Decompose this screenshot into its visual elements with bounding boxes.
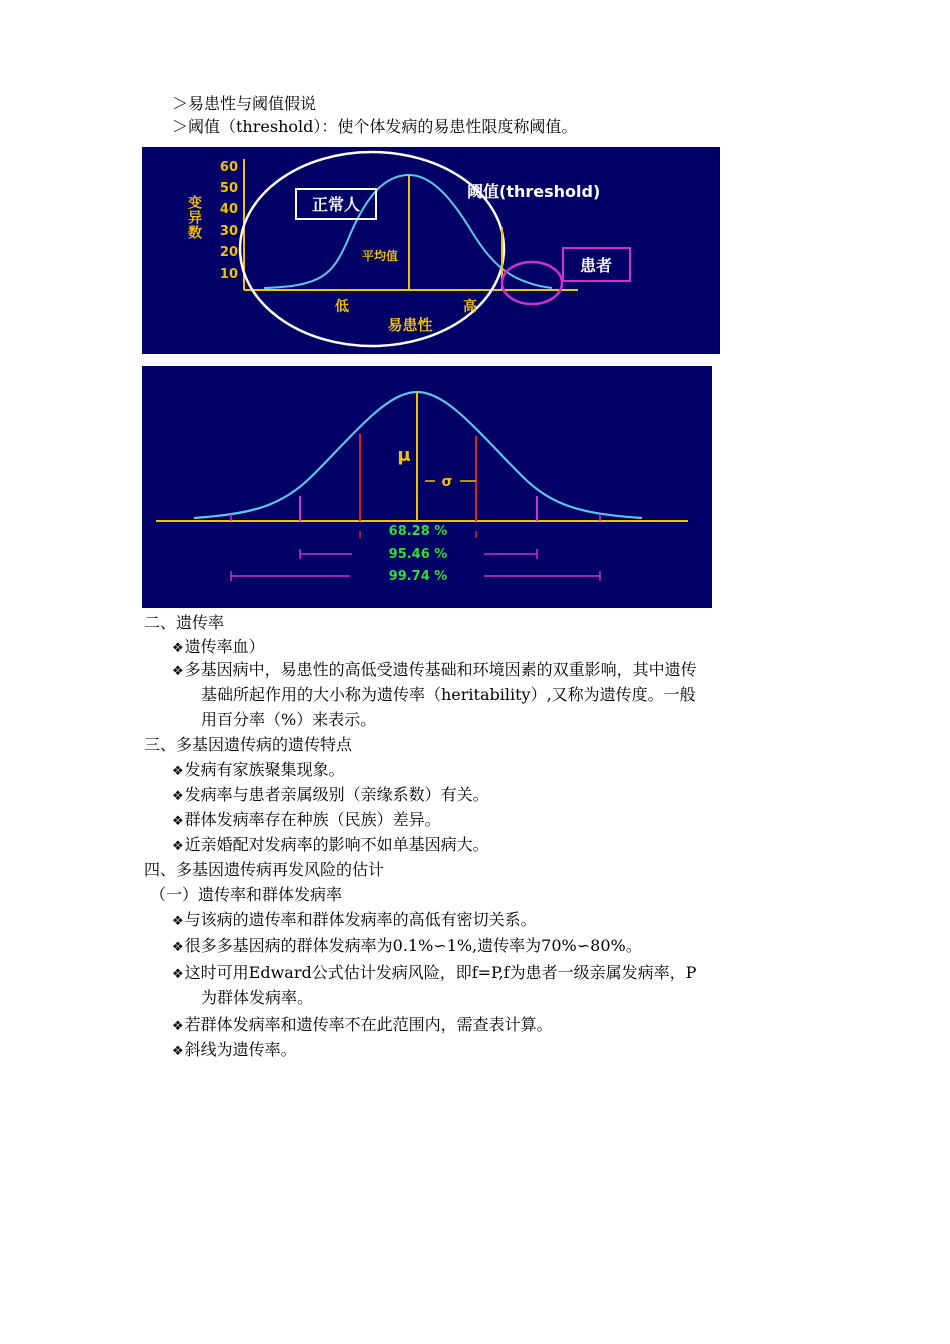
list-item: ❖若群体发病率和遗传率不在此范围内，需查表计算。 xyxy=(172,1015,553,1034)
bullet-icon: ❖ xyxy=(172,940,184,955)
section2-heading: 二、遗传率 xyxy=(144,613,225,632)
bullet-icon: ❖ xyxy=(172,1019,184,1034)
list-item: ❖发病率与患者亲属级别（亲缘系数）有关。 xyxy=(172,785,489,804)
list-item-continuation: 为群体发病率。 xyxy=(201,988,314,1007)
intro-line-2: ＞阈值（threshold）：使个体发病的易患性限度称阈值。 xyxy=(172,117,578,136)
y-axis-label: 变异数 xyxy=(186,195,202,240)
intro-line-1: ＞易患性与阈值假说 xyxy=(172,94,317,113)
pct-95: 95.46 % xyxy=(388,547,448,562)
mean-label: 平均值 xyxy=(361,249,399,263)
list-item: ❖遗传率血） xyxy=(172,637,265,656)
list-item: ❖这时可用Edward公式估计发病风险，即f=P,f为患者一级亲属发病率，P xyxy=(172,963,697,982)
list-item: ❖发病有家族聚集现象。 xyxy=(172,760,345,779)
bullet-icon: ❖ xyxy=(172,839,184,854)
list-item: ❖与该病的遗传率和群体发病率的高低有密切关系。 xyxy=(172,910,537,929)
y-tick: 50 xyxy=(219,181,238,196)
y-tick: 60 xyxy=(219,160,238,175)
bullet-icon: ❖ xyxy=(172,814,184,829)
list-item: ❖多基因病中，易患性的高低受遗传基础和环境因素的双重影响，其中遗传 xyxy=(172,660,697,679)
section3-heading: 三、多基因遗传病的遗传特点 xyxy=(144,735,353,754)
bullet-icon: ❖ xyxy=(172,1044,184,1059)
list-item: ❖群体发病率存在种族（民族）差异。 xyxy=(172,810,441,829)
bullet-icon: ❖ xyxy=(172,641,184,656)
mu-label: μ xyxy=(397,445,411,466)
threshold-figure xyxy=(142,147,720,354)
x-axis-label: 易患性 xyxy=(387,316,433,334)
y-tick: 10 xyxy=(219,267,238,282)
list-item: ❖近亲婚配对发病率的影响不如单基因病大。 xyxy=(172,835,489,854)
y-tick: 40 xyxy=(219,202,238,217)
list-item-continuation: 用百分率（%）来表示。 xyxy=(201,710,377,729)
low-label: 低 xyxy=(335,299,349,315)
pct-68: 68.28 % xyxy=(388,524,448,539)
threshold-label: 阈值(threshold) xyxy=(467,182,601,201)
bullet-icon: ❖ xyxy=(172,789,184,804)
sigma-label: σ xyxy=(441,474,453,490)
high-label: 高 xyxy=(463,299,477,315)
normal-distribution-figure xyxy=(142,366,712,608)
y-tick: 20 xyxy=(219,245,238,260)
y-tick: 30 xyxy=(219,224,238,239)
list-item: ❖很多多基因病的群体发病率为0.1%∽1%,遗传率为70%∽80%。 xyxy=(172,936,642,955)
section4-heading: 四、多基因遗传病再发风险的估计 xyxy=(144,860,385,879)
pct-99: 99.74 % xyxy=(388,569,448,584)
list-item: ❖斜线为遗传率。 xyxy=(172,1040,297,1059)
bullet-icon: ❖ xyxy=(172,764,184,779)
subsection-heading: （一）遗传率和群体发病率 xyxy=(150,885,343,904)
bullet-icon: ❖ xyxy=(172,914,184,929)
list-item-continuation: 基础所起作用的大小称为遗传率（heritability）,又称为遗传度。一般 xyxy=(201,685,696,704)
patient-label: 患者 xyxy=(579,256,613,275)
normal-label: 正常人 xyxy=(311,195,361,214)
bullet-icon: ❖ xyxy=(172,664,184,679)
bullet-icon: ❖ xyxy=(172,967,184,982)
